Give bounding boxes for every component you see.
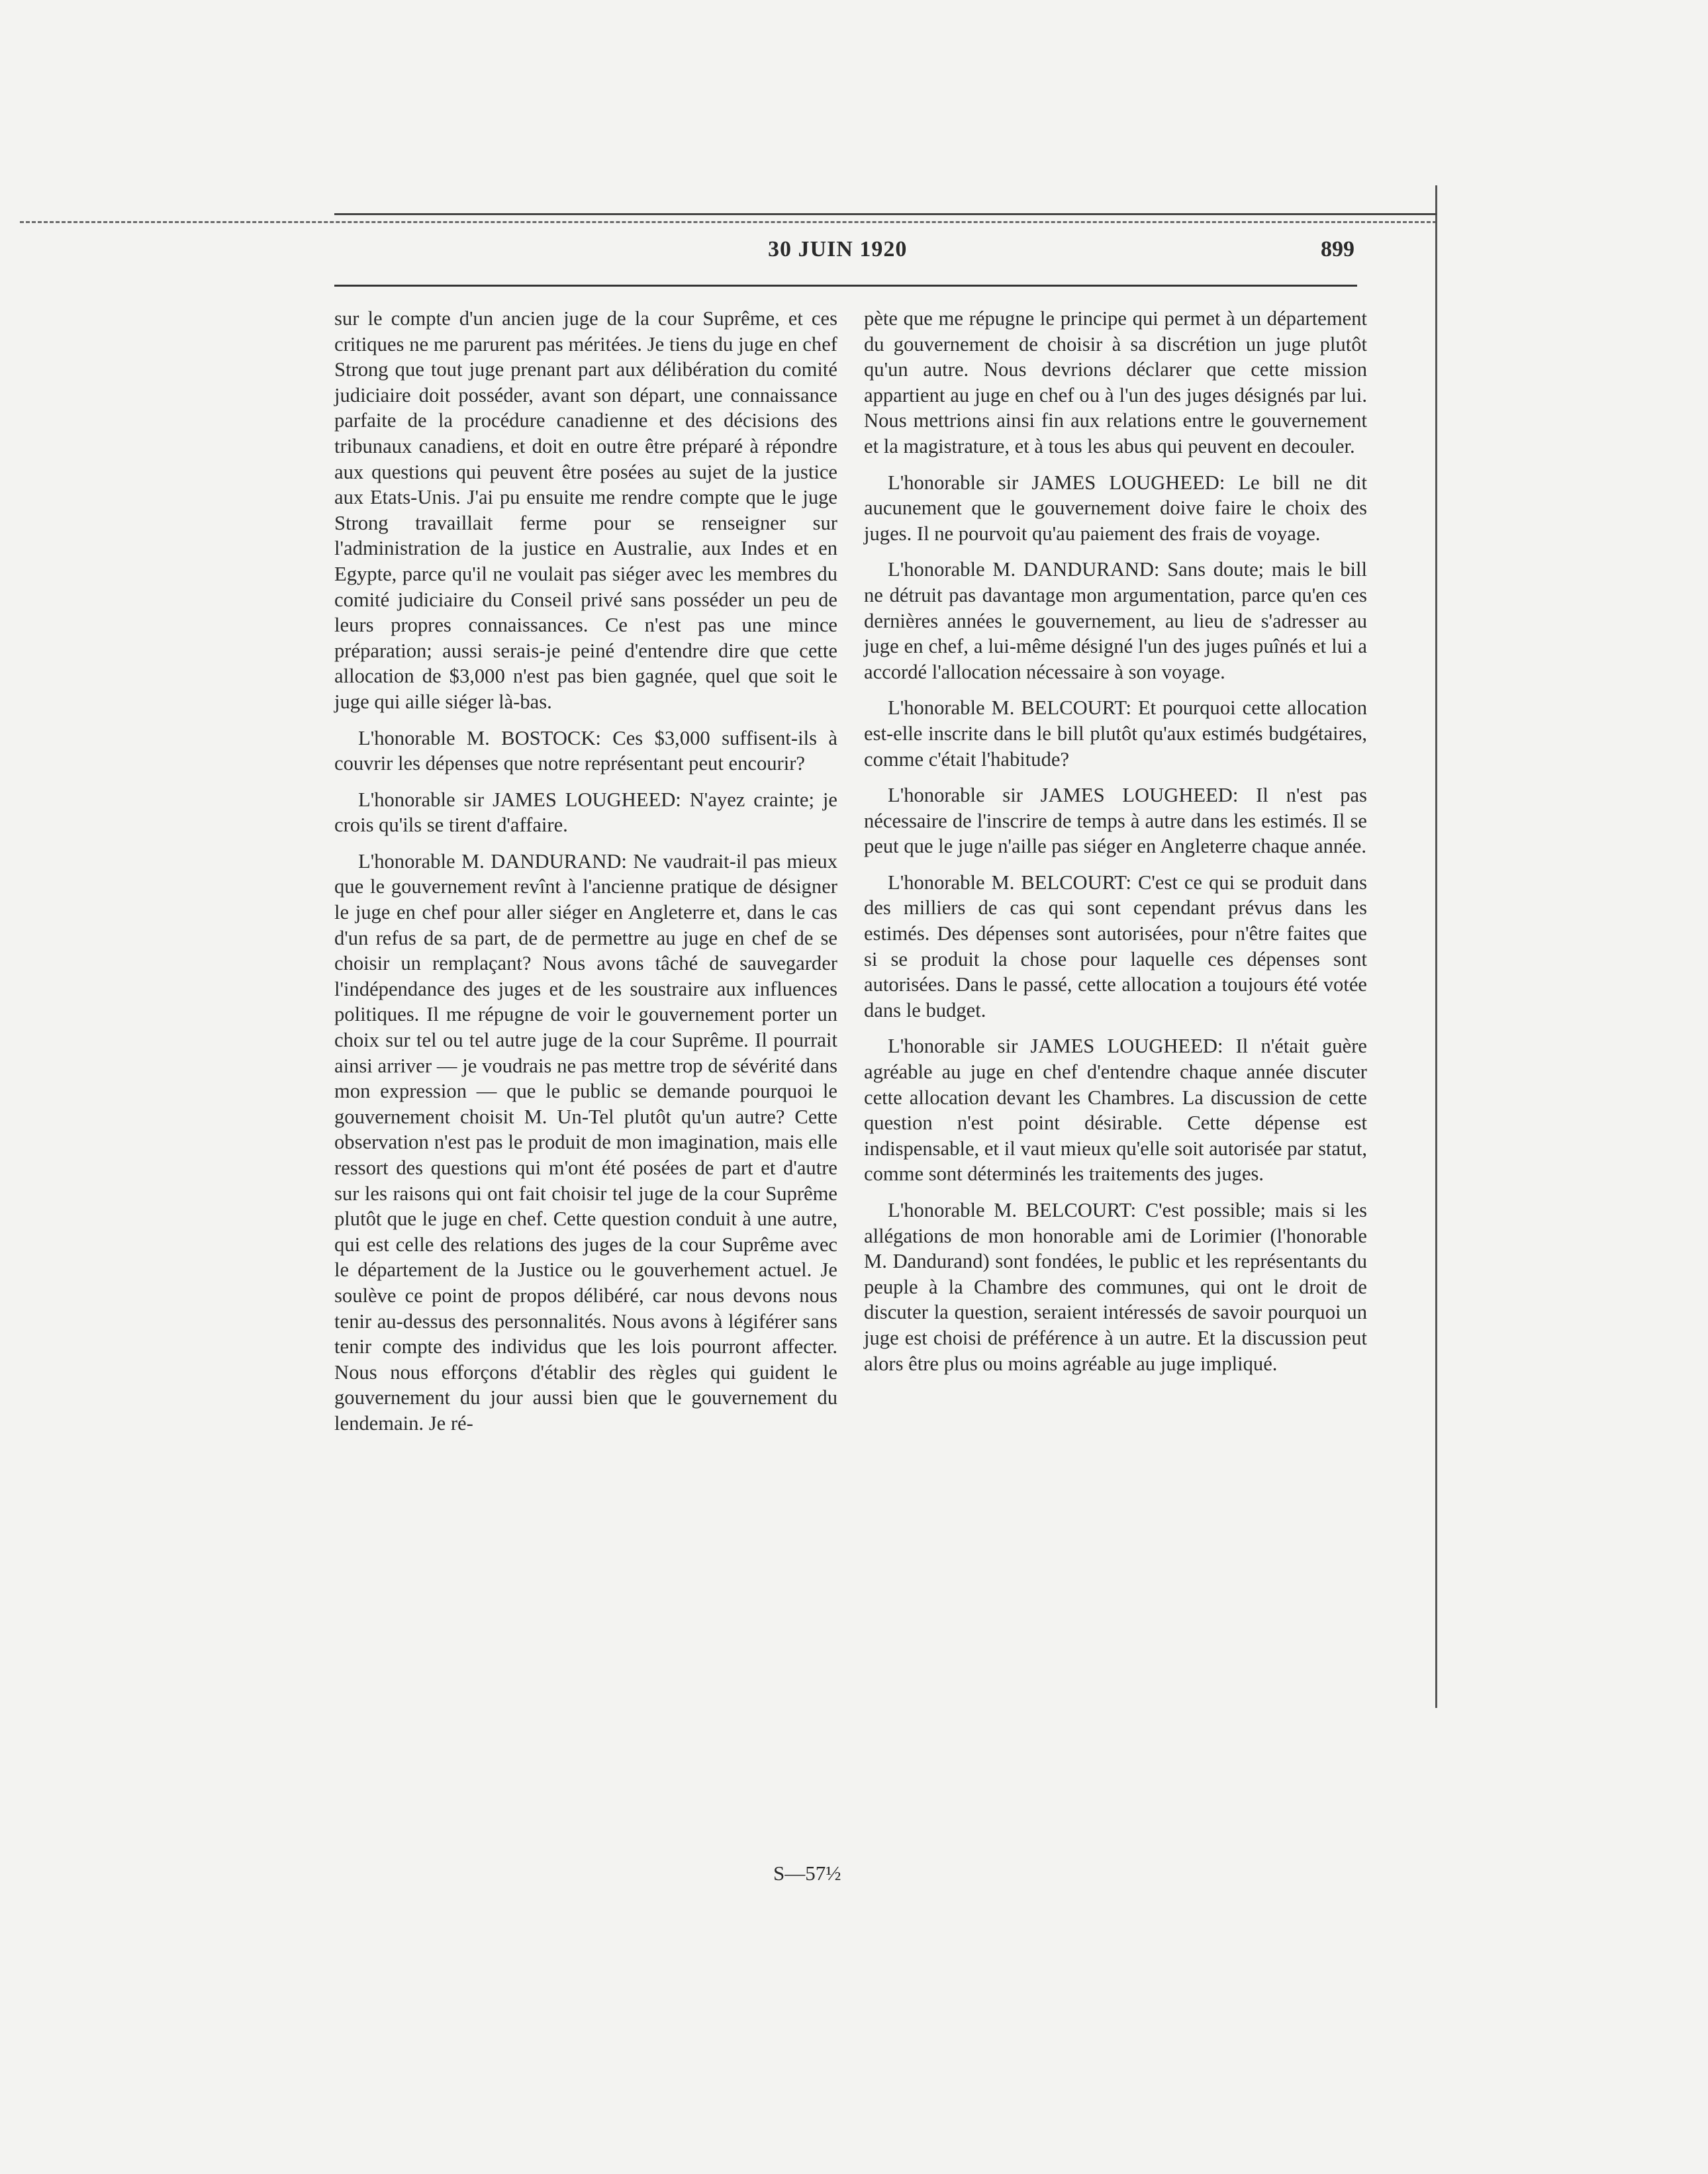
paragraph: L'honorable sir JAMES LOUGHEED: Le bill ne dit aucunement que le gouvernement doive faire le choix des juges. Il ne pourvoit qu'au paiement des frais de voyage. [864, 471, 1367, 545]
signature-mark: S—57½ [773, 1862, 841, 1885]
paragraph: L'honorable sir JAMES LOUGHEED: Il n'était guère agréable au juge en chef d'entendre chaque année discuter cette allocation devant les Chambres. La discussion de cette question n'est point désirable. Cette dépense est indispensable, et il vaut mieux qu'elle soit autorisée par statut, comme sont déterminés les traitements des juges. [864, 1035, 1367, 1186]
scan-margin-line [20, 221, 1437, 223]
paragraph: L'honorable sir JAMES LOUGHEED: Il n'est pas nécessaire de l'inscrire de temps à autre dans les estimés. Il se peut que le juge n'aille pas siéger en Angleterre chaque année. [864, 784, 1367, 858]
page-number: 899 [1321, 237, 1354, 261]
paragraph: L'honorable M. DANDURAND: Sans doute; mais le bill ne détruit pas davantage mon argumentation, parce qu'en ces dernières années le gouvernement, au lieu de s'adresser au juge en chef, a lui-même désigné l'un des juges puînés et lui a accordé l'allocation nécessaire à son voyage. [864, 558, 1367, 683]
paragraph: L'honorable sir JAMES LOUGHEED: N'ayez crainte; je crois qu'ils se tirent d'affaire. [334, 788, 837, 837]
paragraph: L'honorable M. BELCOURT: C'est possible; mais si les allégations de mon honorable ami de Lorimier (l'honorable M. Dandurand) sont fondées, le public et les représentants du peuple à la Chambre des communes, qui ont le droit de discuter la question, seraient intéressés de savoir pourquoi un juge est choisi de préférence à un autre. Et la discussion peut alors être plus ou moins agréable au juge impliqué. [864, 1199, 1367, 1375]
paragraph: L'honorable M. BOSTOCK: Ces $3,000 suffisent-ils à couvrir les dépenses que notre représentant peut encourir? [334, 726, 837, 775]
page-header-date: 30 JUIN 1920 [768, 237, 908, 261]
paragraph: L'honorable M. BELCOURT: C'est ce qui se produit dans des milliers de cas qui sont cependant prévus dans les estimés. Des dépenses sont autorisées, pour n'être faites que si se produit la chose pour laquelle ces dépenses sont autorisées. Dans le passé, cette allocation a toujours été votée dans le budget. [864, 871, 1367, 1021]
paragraph: L'honorable M. BELCOURT: Et pourquoi cette allocation est-elle inscrite dans le bill plutôt qu'aux estimés budgétaires, comme c'était l'habitude? [864, 696, 1367, 771]
header-rule [334, 285, 1357, 287]
paragraph: pète que me répugne le principe qui permet à un département du gouvernement de choisir à sa discrétion un juge plutôt qu'un autre. Nous devrions déclarer que cette mission appartient au juge en chef ou à l'un des juges désignés par lui. Nous mettrions ainsi fin aux relations entre le gouvernement et la magistrature, et à tous les abus qui peuvent en decouler. [864, 307, 1367, 457]
header-top-rule [334, 213, 1437, 215]
paragraph: L'honorable M. DANDURAND: Ne vaudrait-il pas mieux que le gouvernement revînt à l'ancienne pratique de désigner le juge en chef pour aller siéger en Angleterre et, dans le cas d'un refus de sa part, de de permettre au juge en chef de se choisir un remplaçant? Nous avons tâché de sauvegarder l'indépendance des juges et de les soustraire aux influences politiques. Il me répugne de voir le gouvernement porter un choix sur tel ou tel autre juge de la cour Suprême. Il pourrait ainsi arriver — je voudrais ne pas mettre trop de sévérité dans mon expression — que le public se demande pourquoi le gouvernement choisit M. Un-Tel plutôt qu'un autre? Cette observation n'est pas le produit de mon imagination, mais elle ressort des questions qui m'ont été posées de part et d'autre sur les raisons qui ont fait choisir tel juge de la cour Suprême plutôt que le juge en chef. Cette question conduit à une autre, qui est celle des relations des juges de la cour Suprême avec le département de la Justice ou le gouverhement actuel. Je soulève ce point de propos délibéré, car nous devons nous tenir au-dessus des personnalités. Nous avons à légiférer sans tenir compte des individus que les lois pourront affecter. Nous nous efforçons d'établir des règles qui guident le gouvernement du jour aussi bien que le gouvernement du lendemain. Je ré- [334, 849, 837, 1435]
paragraph: sur le compte d'un ancien juge de la cour Suprême, et ces critiques ne me parurent pas méritées. Je tiens du juge en chef Strong que tout juge prenant part aux délibération du comité judiciaire doit posséder, avant son départ, une connaissance parfaite de la procédure canadienne et des décisions des tribunaux canadiens, et doit en outre être préparé à répondre aux questions qui peuvent être posées au sujet de la justice aux Etats-Unis. J'ai pu ensuite me rendre compte que le juge Strong travaillait ferme pour se renseigner sur l'administration de la justice en Australie, aux Indes et en Egypte, parce qu'il ne voulait pas siéger avec les membres du comité judiciaire du Conseil privé sans posséder un peu de leurs propres connaissances. Ce n'est pas une mince préparation; aussi serais-je peiné d'entendre dire que cette allocation de $3,000 n'est pas bien gagnée, quel que soit le juge qui aille siéger là-bas. [334, 307, 837, 713]
left-column [334, 306, 837, 1447]
right-column [864, 306, 1367, 1387]
page-edge-line [1435, 185, 1437, 1708]
